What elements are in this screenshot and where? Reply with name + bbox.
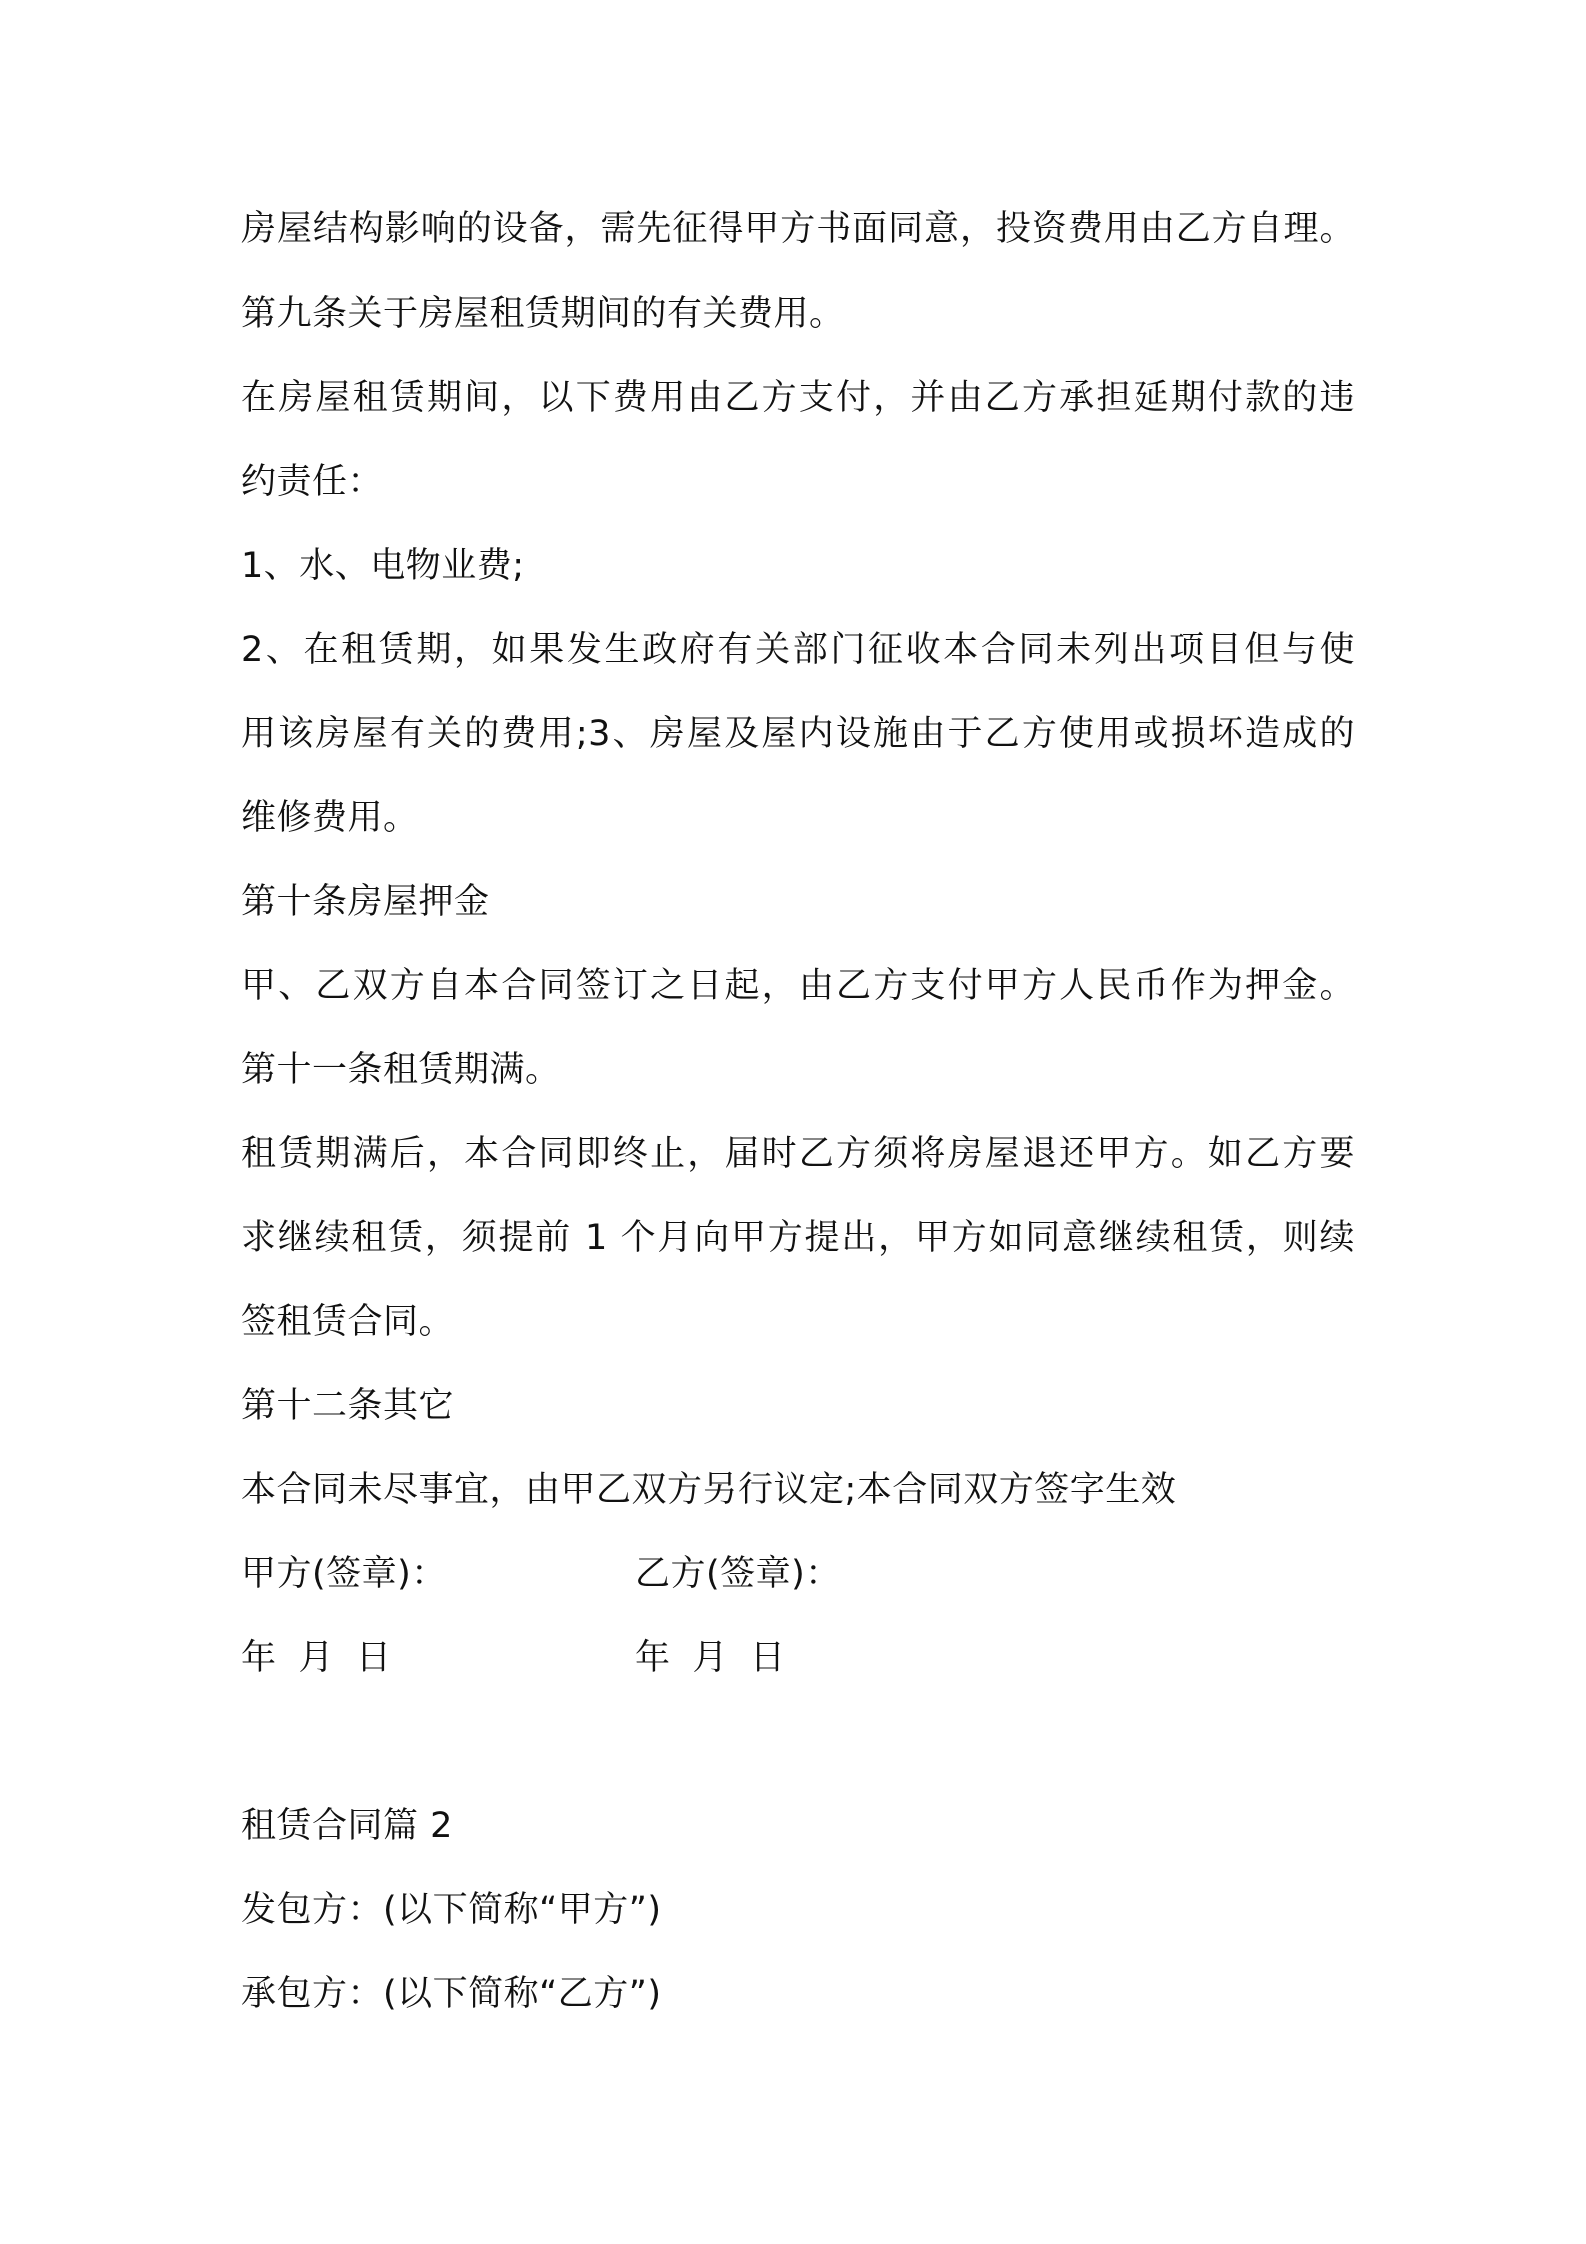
year-label: 年 [241, 1638, 277, 1678]
party-a-date [241, 1635, 601, 1681]
paragraph-line: 租赁期满后，本合同即终止，届时乙方须将房屋退还甲方。如乙方要 [241, 1134, 1355, 1174]
paragraph-line: 在房屋租赁期间，以下费用由乙方支付，并由乙方承担延期付款的违 [241, 378, 1355, 418]
paragraph-line: 甲、乙双方自本合同签订之日起，由乙方支付甲方人民币作为押金。 [241, 966, 1355, 1006]
day-label: 日 [356, 1638, 392, 1678]
party-b-signature-label: 乙方(签章)： [635, 1554, 841, 1594]
article-heading-9: 第九条关于房屋租赁期间的有关费用。 [241, 294, 845, 334]
month-label: 月 [298, 1638, 335, 1678]
contractee-line: 承包方：(以下简称“乙方”) [241, 1974, 662, 2014]
paragraph-line: 约责任： [241, 462, 384, 502]
party-a-signature-label: 甲方(签章)： [241, 1554, 447, 1594]
year-label: 年 [635, 1638, 671, 1678]
day-label: 日 [750, 1638, 786, 1678]
list-item-2: 2、在租赁期，如果发生政府有关部门征收本合同未列出项目但与使 [241, 630, 1355, 670]
article-heading-11: 第十一条租赁期满。 [241, 1050, 561, 1090]
party-b-date [635, 1635, 808, 1681]
paragraph-line: 签租赁合同。 [241, 1302, 455, 1342]
month-label: 月 [692, 1638, 729, 1678]
paragraph-line: 求继续租赁，须提前 1 个月向甲方提出，甲方如同意继续租赁，则续 [241, 1218, 1355, 1258]
article-heading-12: 第十二条其它 [241, 1386, 455, 1426]
paragraph-line: 本合同未尽事宜，由甲乙双方另行议定;本合同双方签字生效 [241, 1470, 1177, 1510]
paragraph-line: 用该房屋有关的费用;3、房屋及屋内设施由于乙方使用或损坏造成的 [241, 714, 1355, 754]
contractor-line: 发包方：(以下简称“甲方”) [241, 1890, 662, 1930]
list-item-1: 1、水、电物业费; [241, 546, 525, 586]
article-heading-10: 第十条房屋押金 [241, 882, 490, 922]
paragraph-line: 维修费用。 [241, 798, 419, 838]
paragraph-line: 房屋结构影响的设备，需先征得甲方书面同意，投资费用由乙方自理。 [241, 209, 1355, 249]
section-title: 租赁合同篇 2 [241, 1806, 453, 1846]
